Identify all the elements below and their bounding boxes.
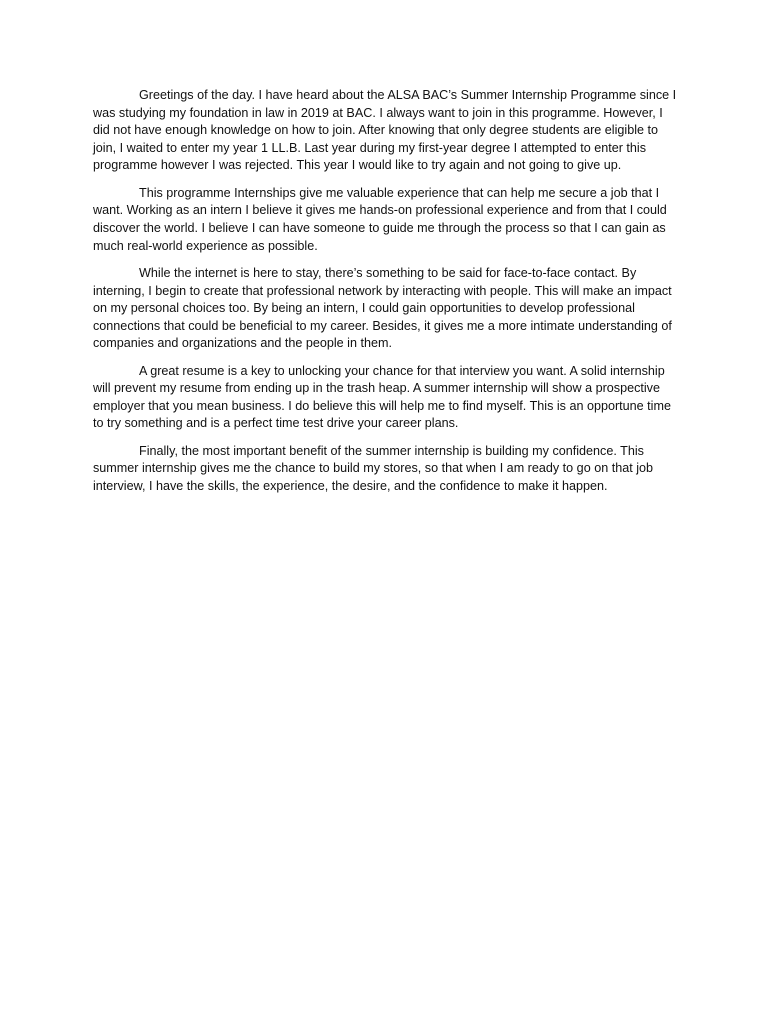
paragraph-greetings: Greetings of the day. I have heard about the ALSA BAC’s Summer Internship Programme since I was studying my foundation in law in 2019 at BAC. I always want to join in this programme. However, I did not have enough knowledge on how to join. After knowing that only degree students are eligible to join, I waited to enter my year 1 LL.B. Last year during my first-year degree I attempted to enter this programme however I was rejected. This year I would like to try again and not going to give up. (93, 88, 677, 173)
paragraph-valuable-experience: This programme Internships give me valuable experience that can help me secure a job that I want. Working as an intern I believe it gives me hands-on professional experience and from that I could discover the world. I believe I can have someone to guide me through the process so that I can gain as much real-world experience as possible. (93, 185, 667, 253)
paragraph-confidence: Finally, the most important benefit of the summer internship is building my confidence. This summer internship gives me the chance to build my stores, so that when I am ready to go on that job interview, I have the skills, the experience, the desire, and the confidence to make it happen. (93, 443, 654, 494)
document-body (93, 87, 678, 505)
paragraph-resume: A great resume is a key to unlocking your chance for that interview you want. A solid internship will prevent my resume from ending up in the trash heap. A summer internship will show a prospective employer that you mean business. I do believe this will help me to find myself. This is an opportune time to try something and is a perfect time test drive your career plans. (93, 363, 671, 431)
paragraph-professional-network: While the internet is here to stay, there’s something to be said for face-to-face contact. By interning, I begin to create that professional network by interacting with people. This will make an impact on my personal choices too. By being an intern, I could gain opportunities to develop professional connections that could be beneficial to my career. Besides, it gives me a more intimate understanding of companies and organizations and the people in them. (93, 265, 672, 351)
